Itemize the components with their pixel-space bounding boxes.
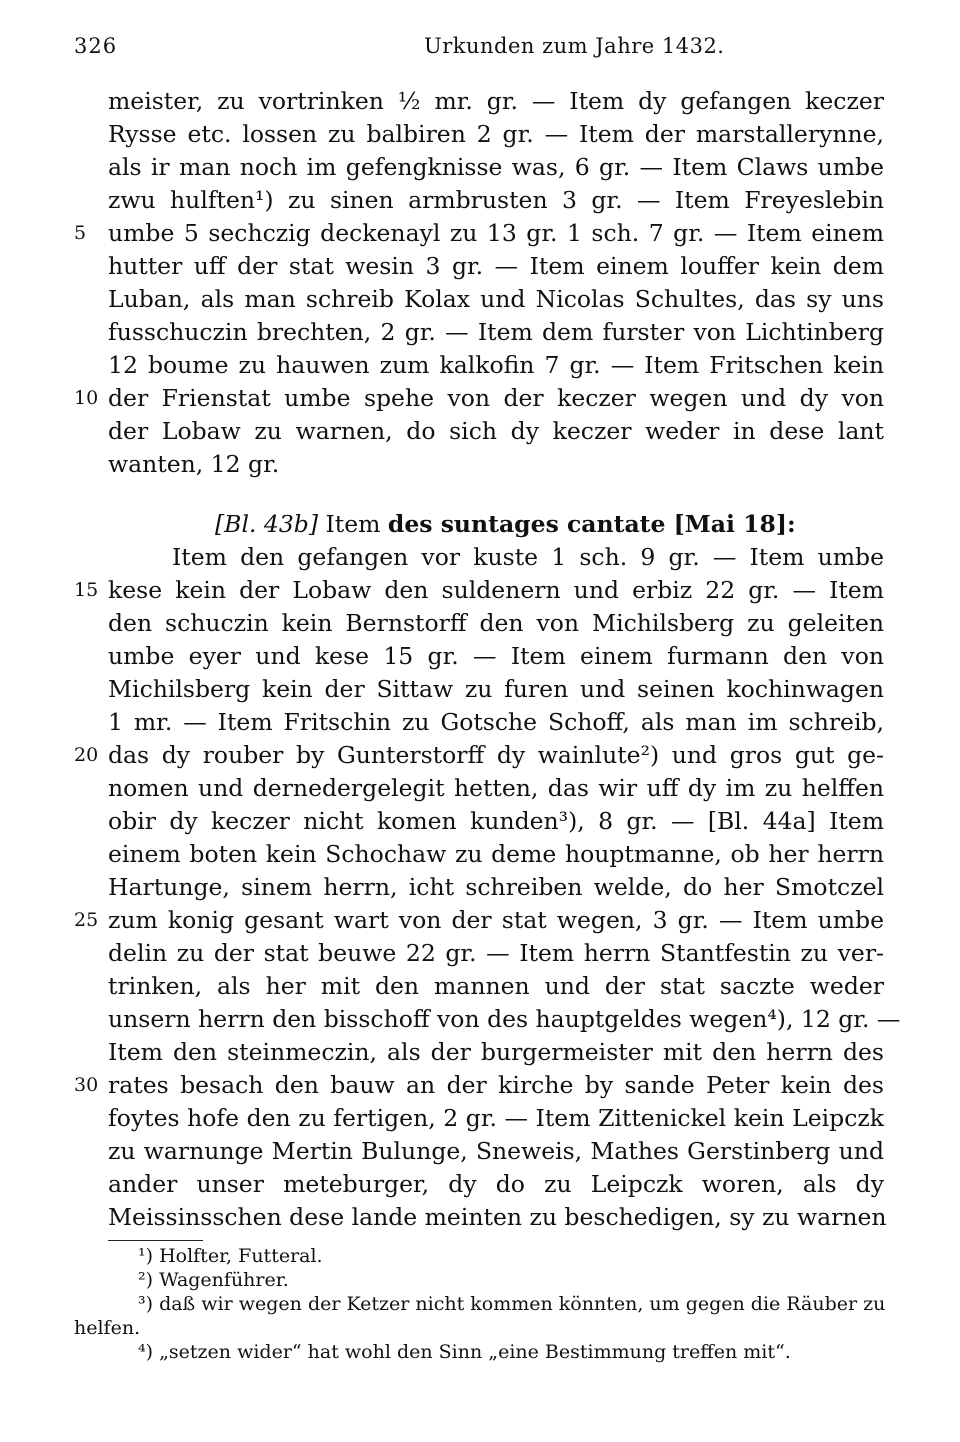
text-line: obir dy keczer nicht komen kunden³), 8 gr. — [Bl. 44a] Item <box>108 807 884 835</box>
text-line: hutter uff der stat wesin 3 gr. — Item einem louffer kein dem <box>108 252 884 280</box>
text-line: zum konig gesant wart von der stat wegen, 3 gr. — Item umbe <box>108 906 884 934</box>
folio-reference: [Bl. 43b] <box>215 510 319 538</box>
text-line: fusschuczin brechten, 2 gr. — Item dem furster von Lichtinberg <box>108 318 884 346</box>
line-number: 15 <box>74 579 99 601</box>
text-line: unsern herrn den bisschoff von des hauptgeldes wegen⁴), 12 gr. — <box>108 1005 901 1033</box>
footnote-continuation: helfen. <box>74 1317 141 1339</box>
footnote: ⁴) „setzen wider“ hat wohl den Sinn „eine Bestimmung treffen mit“. <box>138 1341 791 1363</box>
text-line: Item den gefangen vor kuste 1 sch. 9 gr. — Item umbe <box>172 543 884 571</box>
text-line: der Lobaw zu warnen, do sich dy keczer weder in dese lant <box>108 417 884 445</box>
text-line: 12 boume zu hauwen zum kalkofin 7 gr. — Item Fritschen kein <box>108 351 884 379</box>
text-line: als ir man noch im gefengknisse was, 6 gr. — Item Claws umbe <box>108 153 884 181</box>
text-line: der Frienstat umbe spehe von der keczer wegen und dy von <box>108 384 884 412</box>
heading-date: des suntages cantate [Mai 18]: <box>387 510 796 538</box>
page-number: 326 <box>74 34 118 58</box>
text-line: Item den steinmeczin, als der burgermeister mit den herrn des <box>108 1038 884 1066</box>
line-number: 25 <box>74 909 99 931</box>
text-line: Hartunge, sinem herrn, icht schreiben welde, do her Smotczel <box>108 873 884 901</box>
text-line: meister, zu vortrinken ½ mr. gr. — Item dy gefangen keczer <box>108 87 884 115</box>
text-line: den schuczin kein Bernstorff den von Michilsberg zu geleiten <box>108 609 884 637</box>
text-line: umbe 5 sechczig deckenayl zu 13 gr. 1 sch. 7 gr. — Item einem <box>108 219 884 247</box>
text-line: umbe eyer und kese 15 gr. — Item einem furmann den von <box>108 642 884 670</box>
text-line: Rysse etc. lossen zu balbiren 2 gr. — Item der marstallerynne, <box>108 120 884 148</box>
text-line: 1 mr. — Item Fritschin zu Gotsche Schoff, als man im schreib, <box>108 708 884 736</box>
text-line: Meissinsschen dese lande meinten zu beschedigen, sy zu warnen <box>108 1203 887 1231</box>
running-head: Urkunden zum Jahre 1432. <box>424 34 725 58</box>
text-line: trinken, als her mit den mannen und der stat saczte weder <box>108 972 884 1000</box>
text-line: Luban, als man schreib Kolax und Nicolas Schultes, das sy uns <box>108 285 884 313</box>
text-line: kese kein der Lobaw den suldenern und erbiz 22 gr. — Item <box>108 576 884 604</box>
line-number: 10 <box>74 387 99 409</box>
page-header <box>74 34 894 64</box>
text-line: ander unser meteburger, dy do zu Leipczk woren, als dy <box>108 1170 884 1198</box>
footnote-rule <box>108 1240 203 1241</box>
text-line: zu warnunge Mertin Bulunge, Sneweis, Mathes Gerstinberg und <box>108 1137 884 1165</box>
heading-item: Item <box>325 510 381 538</box>
text-line: das dy rouber by Gunterstorff dy wainlute²) und gros gut ge- <box>108 741 884 769</box>
text-line: Michilsberg kein der Sittaw zu furen und seinen kochinwagen <box>108 675 884 703</box>
text-line: einem boten kein Schochaw zu deme houptmanne, ob her herrn <box>108 840 884 868</box>
footnote: ²) Wagenführer. <box>138 1269 289 1291</box>
text-line: wanten, 12 gr. <box>108 450 280 478</box>
text-line: delin zu der stat beuwe 22 gr. — Item herrn Stantfestin zu ver- <box>108 939 884 967</box>
line-number: 5 <box>74 222 87 244</box>
footnote: ¹) Holfter, Futteral. <box>138 1245 323 1267</box>
text-line: foytes hofe den zu fertigen, 2 gr. — Item Zittenickel kein Leipczk <box>108 1104 884 1132</box>
text-line: nomen und dernedergelegit hetten, das wir uff dy im zu helffen <box>108 774 884 802</box>
line-number: 20 <box>74 744 99 766</box>
section-heading <box>215 508 855 540</box>
text-line: rates besach den bauw an der kirche by sande Peter kein des <box>108 1071 884 1099</box>
line-number: 30 <box>74 1074 99 1096</box>
footnote: ³) daß wir wegen der Ketzer nicht kommen könnten, um gegen die Räuber zu <box>138 1293 886 1315</box>
text-line: zwu hulften¹) zu sinen armbrusten 3 gr. — Item Freyeslebin <box>108 186 884 214</box>
